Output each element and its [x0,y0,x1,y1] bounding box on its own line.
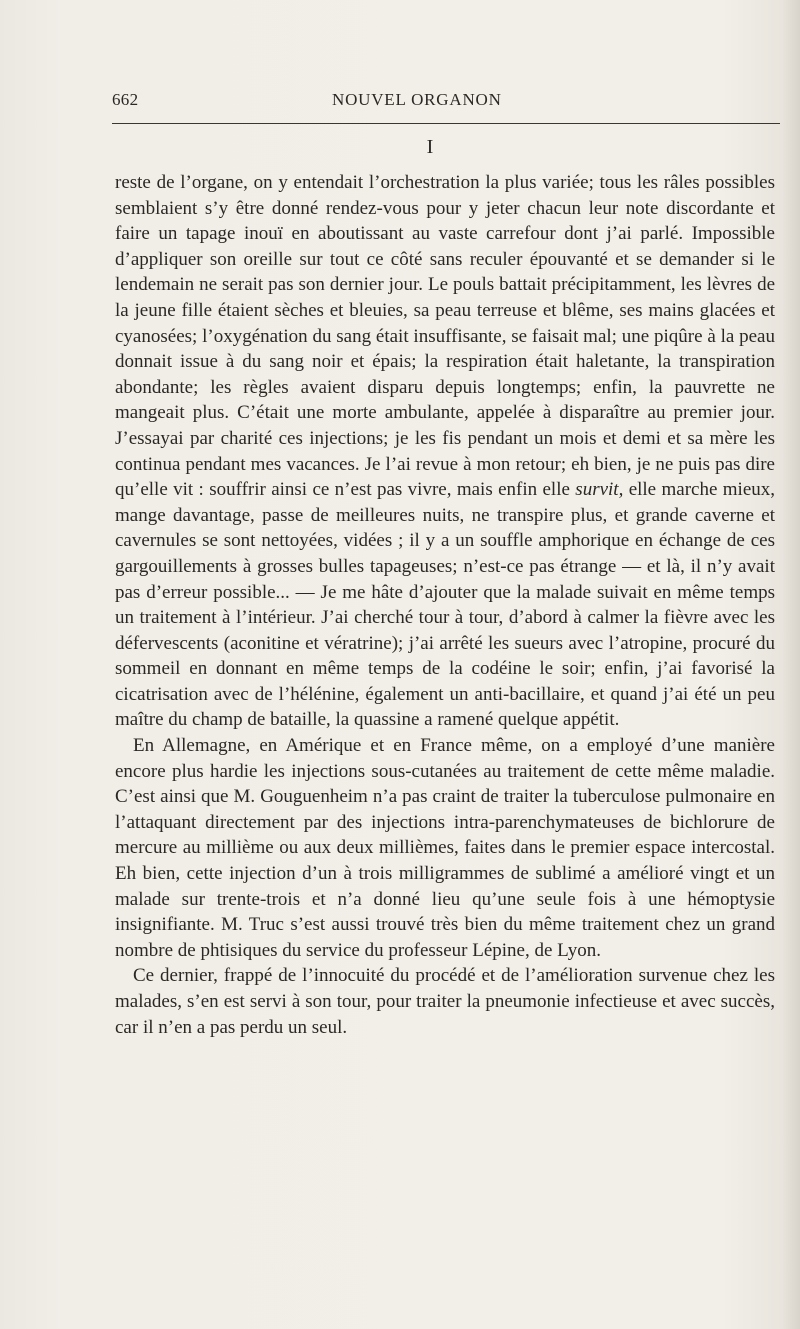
paragraph-1-continuation: elle marche mieux, mange davantage, passe de meilleures nuits, ne transpire plus, et grande caverne et cavernules se sont nettoyées, vidées ; il y a un souffle amphorique en échange de ces gargouillements à grosses bulles tapageuses; n’est-ce pas étrange — et là, il n’y avait pas d’erreur possible... — Je me hâte d’ajouter que la malade suivait en même temps un traitement à l’intérieur. J’ai cherché tour à tour, d’abord à calmer la fièvre avec les défervescents (aconitine et vératrine); j’ai arrêté les sueurs avec l’atropine, procuré du sommeil en donnant en même temps de la codéine le soir; enfin, j’ai favorisé la cicatrisation avec de l’hélénine, également un anti-bacillaire, et quand j’ai été un peu maître du champ de bataille, la quassine a ramené quelque appétit. [115,479,776,731]
emphasis-survit: survit, [575,479,624,501]
section-mark: I [426,136,434,158]
page-edge-shadow [782,0,800,1329]
paragraph-2: En Allemagne, en Amérique et en France même, on a employé d’une manière encore plus hardie les injections sous-cutanées au traitement de cette même maladie. C’est ainsi que M. Gouguenheim n’a pas craint de traiter la tuberculose pulmonaire en l’attaquant directement par des injections intra-parenchymateuses de bichlorure de mercure au millième ou aux deux millièmes, faites dans le premier espace intercostal. Eh bien, cette injection d’un à trois milligrammes de sublimé a amélioré vingt et un malade sur trente-trois et n’a donné lieu qu’une seule fois à une hémoptysie insignifiante. M. Truc s’est aussi trouvé très bien du même traitement chez un grand nombre de phtisiques du service du professeur Lépine, de Lyon. [115,735,775,961]
paragraph-1 [115,170,775,733]
paragraph-3: Ce dernier, frappé de l’innocuité du procédé et de l’amélioration survenue chez les malades, s’en est servi à son tour, pour traiter la pneumonie infectieuse et avec succès, car il n’en a pas perdu un seul. [115,965,775,1038]
running-title: NOUVEL ORGANON [332,90,502,109]
page-number: 662 [112,90,139,109]
paragraph-1-text: reste de l’organe, on y entendait l’orchestration la plus variée; tous les râles possibles semblaient s’y être donné rendez-vous pour y jeter chacun leur note discordante et faire un tapage inouï en aboutissant au vaste carrefour dont j’ai parlé. Impossible d’appliquer son oreille sur tout ce côté sans reculer épouvanté et se demander si le lendemain ne serait pas son dernier jour. Le pouls battait précipitamment, les lèvres de la jeune fille étaient sèches et bleuies, sa peau terreuse et blême, ses mains glacées et cyanosées; l’oxygénation du sang était insuffisante, se faisait mal; une piqûre à la peau donnait issue à du sang noir et épais; la respiration était haletante, la transpiration abondante; les règles avaient disparu depuis longtemps; enfin, la pauvrette ne mangeait plus. C’était une morte ambulante, appelée à disparaître au premier jour. J’essayai par charité ces injections; je les fis pendant un mois et demi et sa mère les continua pendant mes vacances. Je l’ai revue à mon retour; eh bien, je ne puis pas dire qu’elle vit : souffrir ainsi ce n’est pas vivre, mais enfin elle [115,172,775,501]
body-text [115,170,775,1040]
running-head [112,90,782,114]
header-rule [112,123,780,124]
